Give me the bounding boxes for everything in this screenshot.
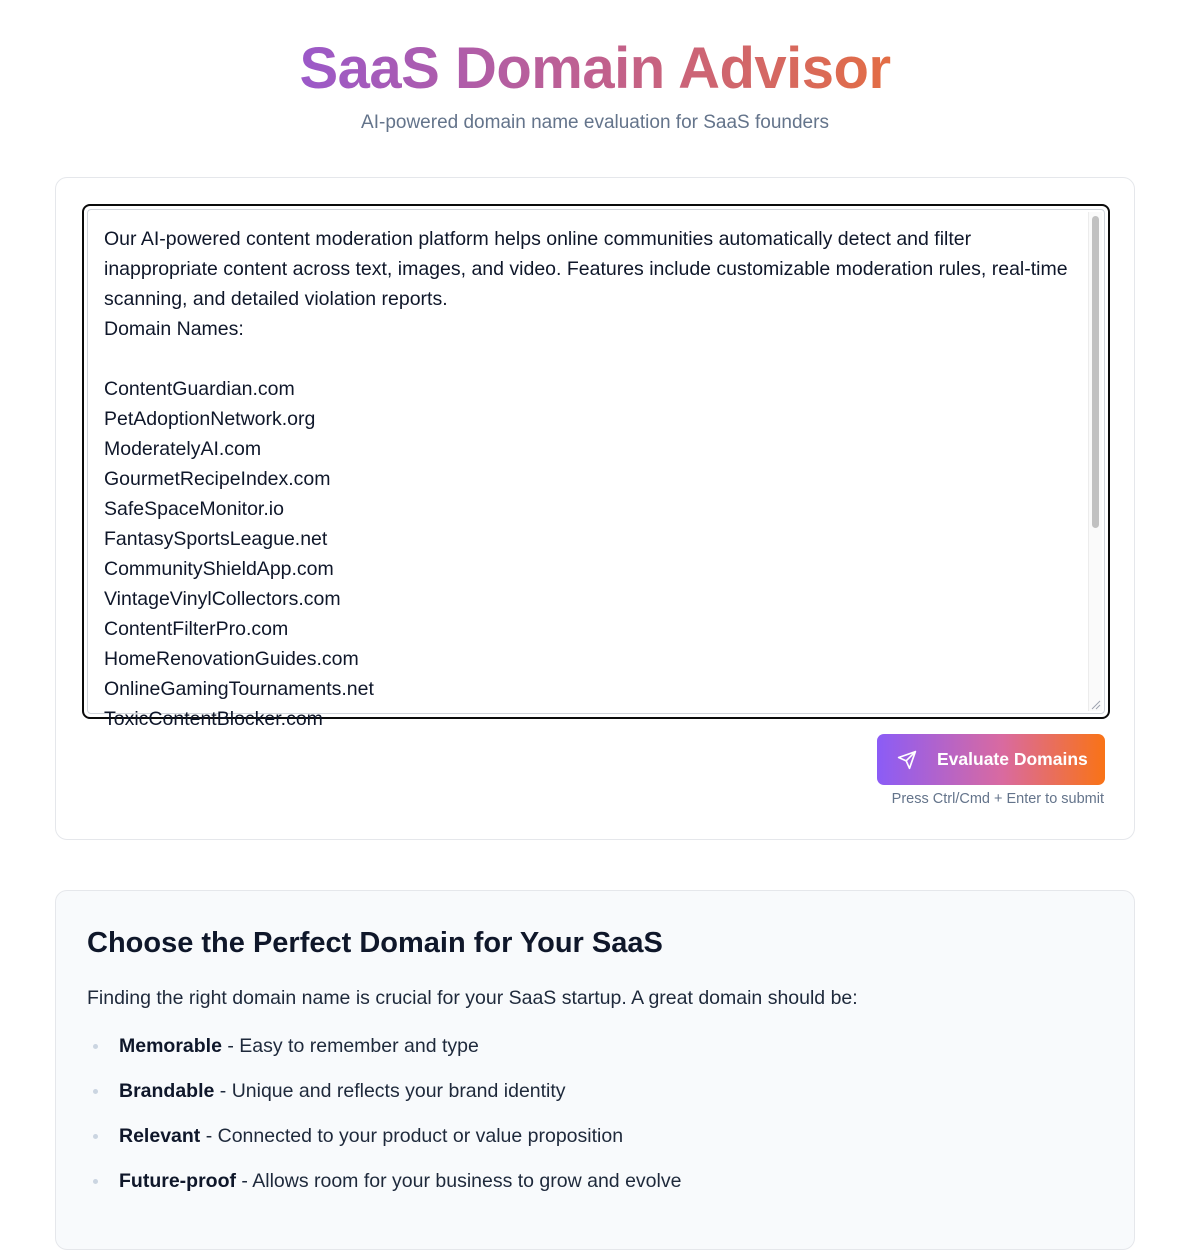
input-card: [55, 177, 1135, 840]
textarea-content[interactable]: Our AI-powered content moderation platform helps online communities automatically detect and filter inappropriate content across text, images, and video. Features include customizable moderation rules, real-time scanning, and detailed violation reports. Domain Names: ContentGuardian.com PetAdoptionNetwork.org ModeratelyAI.com GourmetRecipeIndex.com SafeSpaceMonitor.io FantasySportsLeague.net CommunityShieldApp.com VintageVinylCollectors.com ContentFilterPro.com HomeRenovationGuides.com OnlineGamingTournaments.net ToxicContentBlocker.com: [104, 228, 1068, 730]
info-card: [55, 890, 1135, 1250]
textarea-scrollbar[interactable]: [1088, 212, 1102, 711]
scrollbar-thumb[interactable]: [1092, 216, 1099, 528]
submit-hint: Press Ctrl/Cmd + Enter to submit: [891, 791, 1104, 807]
resize-grip-icon[interactable]: [1089, 698, 1101, 710]
criterion-desc: - Connected to your product or value proposition: [200, 1125, 624, 1147]
bullet-icon: [93, 1089, 98, 1094]
criterion-desc: - Easy to remember and type: [221, 1035, 479, 1057]
app-subtitle: AI-powered domain name evaluation for SaaS founders: [361, 112, 829, 133]
send-icon: [897, 750, 917, 770]
criterion-desc: - Allows room for your business to grow and evolve: [235, 1170, 682, 1192]
list-item: [87, 1123, 1103, 1168]
app-header: [0, 0, 1190, 135]
list-item: [87, 1078, 1103, 1123]
info-title: Choose the Perfect Domain for Your SaaS: [87, 927, 663, 959]
criterion-term: Relevant: [119, 1125, 201, 1147]
description-textarea[interactable]: [82, 204, 1110, 730]
criterion-term: Memorable: [119, 1035, 222, 1057]
list-item: [87, 1033, 1103, 1078]
criteria-list: [87, 1033, 1103, 1213]
criterion-term: Future-proof: [119, 1170, 236, 1192]
bullet-icon: [93, 1179, 98, 1184]
bullet-icon: [93, 1134, 98, 1139]
textarea-frame: [87, 209, 1105, 730]
evaluate-domains-label: Evaluate Domains: [937, 749, 1088, 769]
info-intro: Finding the right domain name is crucial for your SaaS startup. A great domain should be:: [87, 987, 858, 1009]
list-item: [87, 1168, 1103, 1213]
criterion-term: Brandable: [119, 1080, 215, 1102]
bullet-icon: [93, 1044, 98, 1049]
criterion-desc: - Unique and reflects your brand identity: [214, 1080, 566, 1102]
app-title: SaaS Domain Advisor: [299, 36, 891, 101]
evaluate-domains-button[interactable]: [877, 734, 1105, 785]
